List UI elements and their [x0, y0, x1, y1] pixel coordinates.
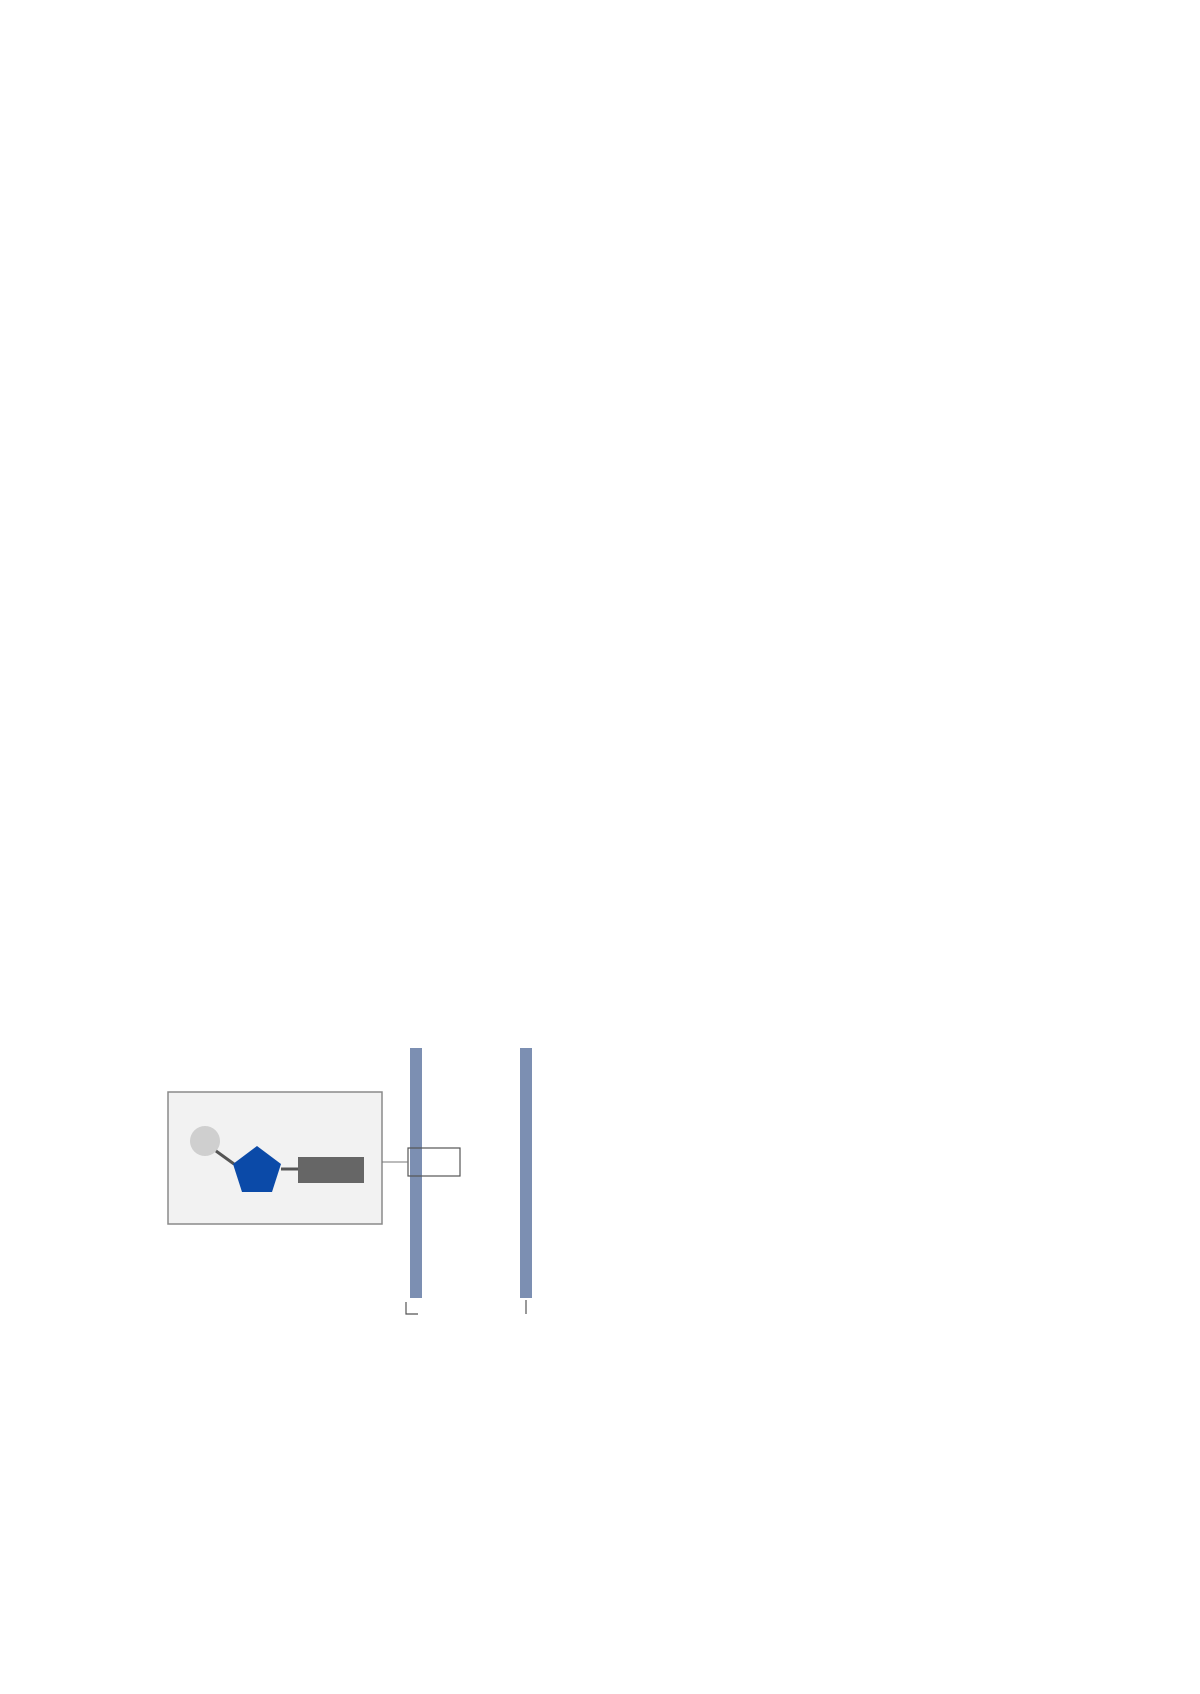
nucleic-acid-table: [150, 389, 1066, 725]
phosphate-icon: [190, 1126, 220, 1156]
document-body: [147, 144, 1067, 173]
dna-structure-diagram: [150, 1024, 670, 1334]
left-backbone: [410, 1048, 422, 1298]
right-backbone: [520, 1048, 532, 1298]
base-block-icon: [298, 1157, 364, 1183]
